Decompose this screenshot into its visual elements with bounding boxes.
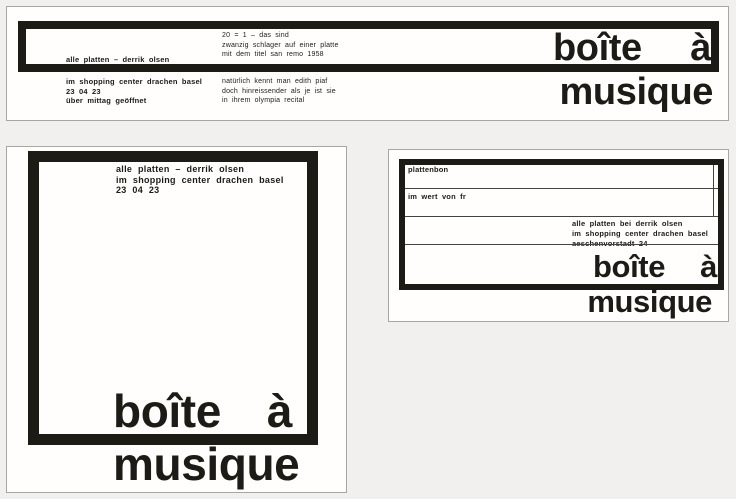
voucher-divider bbox=[405, 188, 718, 189]
voucher-brand-wordmark bbox=[593, 251, 717, 282]
brand-word-boite: boîte bbox=[553, 27, 642, 69]
brand-word-a: à bbox=[690, 27, 711, 69]
voucher-divider bbox=[405, 216, 718, 217]
voucher-address-line: im shopping center drachen basel bbox=[572, 228, 709, 238]
poster-brand-musique: musique bbox=[113, 438, 300, 490]
banner-shop-info bbox=[66, 77, 202, 106]
promo-note-line: zwanzig schlager auf einer platte bbox=[222, 41, 339, 49]
brand-word-a: à bbox=[700, 249, 717, 284]
promo-note-line: in ihrem olympia recital bbox=[222, 97, 305, 105]
poster-card bbox=[6, 146, 347, 493]
shop-info-line: 23 04 23 bbox=[66, 86, 101, 96]
banner-brand-wordmark bbox=[553, 29, 711, 67]
poster-address-line: alle platten – derrik olsen bbox=[116, 164, 245, 174]
promo-note-line: natürlich kennt man edith piaf bbox=[222, 78, 328, 85]
shop-info-line: über mittag geöffnet bbox=[66, 96, 147, 106]
brand-word-boite: boîte bbox=[113, 385, 221, 437]
banner-promo-note-bottom bbox=[222, 77, 336, 106]
poster-address-line: 23 04 23 bbox=[116, 185, 160, 196]
promo-note-line: 20 = 1 – das sind bbox=[222, 32, 289, 39]
voucher-brand-musique: musique bbox=[587, 284, 712, 319]
promo-note-line: doch hinreissender als je ist sie bbox=[222, 87, 336, 95]
poster-address-line: im shopping center drachen basel bbox=[116, 174, 284, 185]
ad-banner-card bbox=[6, 6, 729, 121]
voucher-divider bbox=[405, 244, 718, 245]
promo-note-line: mit dem titel san remo 1958 bbox=[222, 51, 324, 59]
brand-word-boite: boîte bbox=[593, 249, 666, 284]
poster-address bbox=[116, 164, 284, 196]
voucher-value-label: im wert von fr bbox=[408, 192, 466, 201]
banner-promo-note-top bbox=[222, 31, 339, 60]
poster-brand-wordmark bbox=[113, 385, 292, 437]
shop-info-line: im shopping center drachen basel bbox=[66, 77, 203, 86]
voucher-address-line: alle platten bei derrik olsen bbox=[572, 219, 683, 228]
banner-brand-musique: musique bbox=[559, 71, 713, 113]
voucher-right-rule bbox=[713, 165, 714, 216]
banner-shop-line: alle platten – derrik olsen bbox=[66, 55, 170, 64]
voucher-card bbox=[388, 149, 729, 322]
voucher-title: plattenbon bbox=[408, 165, 449, 174]
brand-word-a: à bbox=[266, 385, 292, 437]
